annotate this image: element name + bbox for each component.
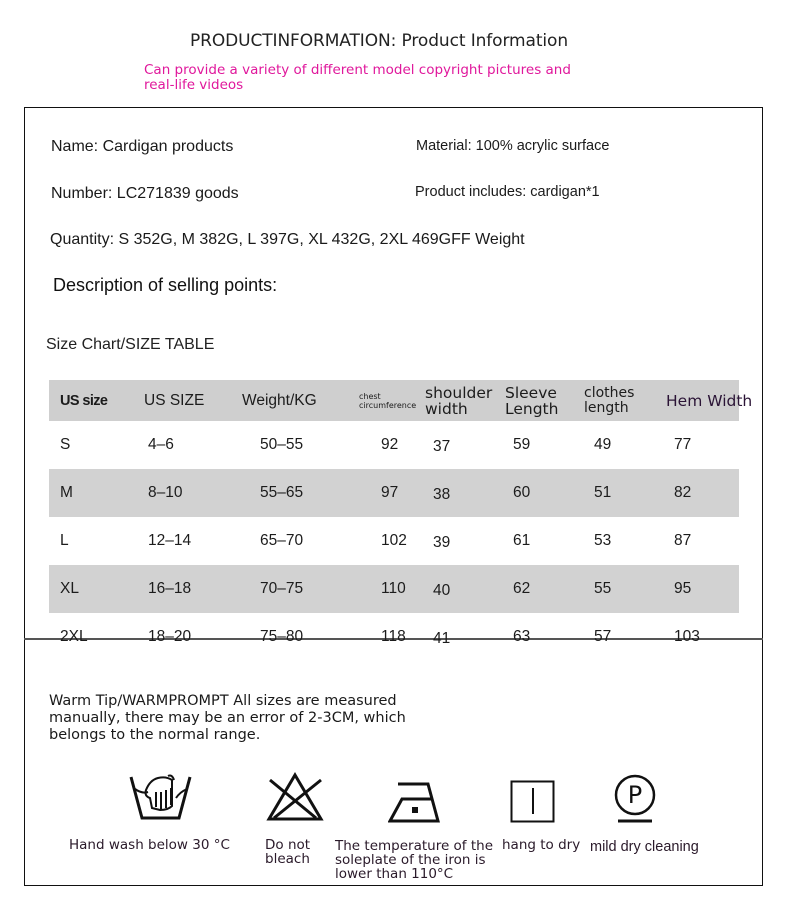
product-name: Name: Cardigan products: [51, 138, 234, 155]
size-table-cell: 55: [594, 580, 612, 597]
size-table-cell: 82: [674, 484, 692, 501]
size-table-cell: 103: [674, 628, 700, 645]
size-table-cell: 59: [513, 436, 531, 453]
size-table-cell: 57: [594, 628, 612, 645]
size-table-cell: 53: [594, 532, 612, 549]
product-material: Material: 100% acrylic surface: [416, 138, 610, 154]
size-table-cell: 118: [381, 628, 406, 645]
size-table-cell: 38: [433, 486, 451, 503]
size-table-cell: 51: [594, 484, 612, 501]
warm-tip: Warm Tip/WARMPROMPT All sizes are measured manually, there may be an error of 2-3CM, which belongs to the normal range.: [49, 693, 406, 743]
size-table-cell: 95: [674, 580, 692, 597]
size-table-cell: 41: [433, 630, 451, 647]
size-table-cell: XL: [60, 580, 79, 597]
size-table-cell: 65–70: [260, 532, 304, 549]
size-table-cell: 63: [513, 628, 531, 645]
size-table-header-row: [49, 380, 739, 421]
size-table-cell: 97: [381, 484, 399, 501]
header-weight: Weight/KG: [242, 391, 317, 409]
size-table-cell: 55–65: [260, 484, 304, 501]
size-table-cell: 110: [381, 580, 406, 597]
size-table-cell: 37: [433, 438, 451, 455]
size-table-cell: 2XL: [60, 628, 88, 645]
size-table-cell: 92: [381, 436, 399, 453]
size-table-cell: 40: [433, 582, 451, 599]
hang-dry-label: hang to dry: [502, 837, 581, 853]
size-chart-heading: Size Chart/SIZE TABLE: [46, 336, 215, 353]
do-not-bleach-icon: [266, 772, 324, 822]
product-quantity: Quantity: S 352G, M 382G, L 397G, XL 432G, 2XL 469GFF Weight: [50, 231, 525, 248]
hand-wash-icon: [128, 772, 194, 822]
low-iron-label: The temperature of the soleplate of the iron is lower than 110°C: [335, 838, 494, 882]
size-table-cell: 75–80: [260, 628, 304, 645]
size-table-cell: 39: [433, 534, 451, 551]
size-table: [49, 380, 753, 661]
size-table-cell: 18–20: [148, 628, 192, 645]
hand-wash-label: Hand wash below 30 °C: [69, 837, 230, 853]
size-table-cell: 77: [674, 436, 692, 453]
product-number: Number: LC271839 goods: [51, 185, 239, 202]
header-us-size-num: US SIZE: [144, 391, 205, 409]
size-table-cell: 12–14: [148, 532, 192, 549]
size-table-row: [49, 469, 739, 517]
header-sleeve: Sleeve Length: [505, 383, 559, 418]
size-table-cell: 87: [674, 532, 692, 549]
svg-text:P: P: [627, 781, 643, 809]
size-table-cell: 49: [594, 436, 612, 453]
size-table-cell: 62: [513, 580, 531, 597]
size-table-row: [49, 421, 739, 469]
do-not-bleach-label: Do not bleach: [265, 837, 311, 867]
header-chest: [359, 380, 425, 421]
size-table-row: [49, 517, 739, 565]
mild-dry-clean-label: mild dry cleaning: [590, 839, 699, 855]
low-iron-icon: [388, 781, 442, 823]
selling-points-heading: Description of selling points:: [53, 275, 278, 295]
header-clothes-length: clothes length: [584, 384, 635, 416]
product-includes: Product includes: cardigan*1: [415, 184, 600, 200]
size-table-cell: 70–75: [260, 580, 304, 597]
page-title: PRODUCTINFORMATION: Product Information: [190, 31, 568, 51]
size-table-cell: 4–6: [148, 436, 174, 453]
size-table-row: [49, 565, 739, 613]
hang-dry-icon: [510, 780, 556, 824]
mild-dry-clean-icon: [612, 774, 658, 824]
size-table-cell: 8–10: [148, 484, 183, 501]
size-table-cell: 16–18: [148, 580, 192, 597]
size-table-cell: L: [60, 532, 69, 549]
header-us-size: US size: [60, 392, 108, 409]
size-table-cell: M: [60, 484, 73, 501]
header-shoulder: shoulder width: [425, 383, 493, 418]
size-table-row: [49, 613, 739, 661]
header-hem-width: Hem Width: [666, 391, 753, 410]
size-table-cell: S: [60, 436, 71, 453]
size-table-cell: 50–55: [260, 436, 304, 453]
header-chest-text: chest circumference: [359, 391, 417, 410]
size-table-cell: 61: [513, 532, 531, 549]
subtitle-note: Can provide a variety of different model copyright pictures and real-life videos: [144, 62, 571, 93]
size-table-cell: 60: [513, 484, 531, 501]
size-table-cell: 102: [381, 532, 407, 549]
